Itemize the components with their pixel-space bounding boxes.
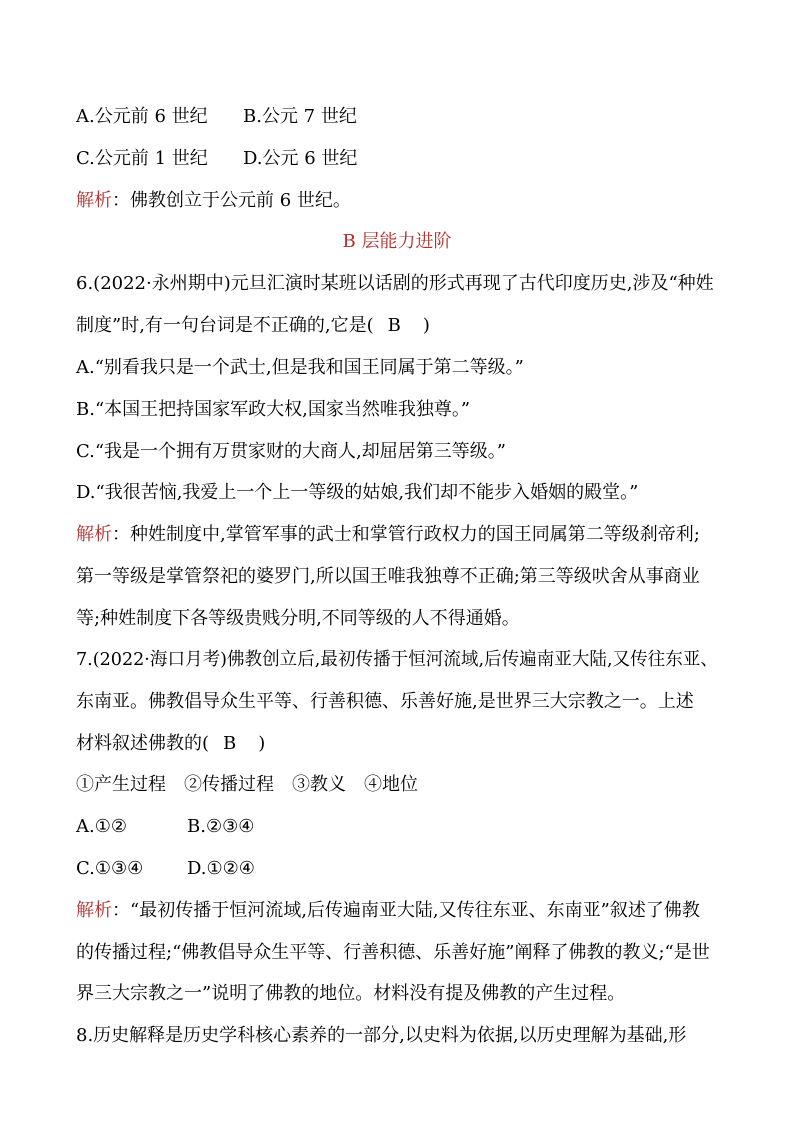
q5-option-b: B.公元 7 世纪 [243, 106, 357, 127]
q7-stem-line2: 东南亚。佛教倡导众生平等、行善积德、乐善好施,是世界三大宗教之一。上述 [76, 691, 694, 712]
q5-analysis [76, 189, 351, 213]
q6-option-d: D.“我很苦恼,我爱上一个上一等级的姑娘,我们却不能步入婚姻的殿堂。” [76, 482, 639, 503]
q6-analysis-line2: 第一等级是掌管祭祀的婆罗门,所以国王唯我独尊不正确;第三等级吠舍从事商业 [76, 566, 700, 587]
q6-analysis-line3: 等;种姓制度下各等级贵贱分明,不同等级的人不得通婚。 [76, 608, 520, 629]
q6-stem-close: ) [422, 315, 430, 336]
section-title: B 层能力进阶 [342, 231, 452, 252]
q7-option-c: C.①③④ [76, 858, 144, 879]
q7-stem-line3-text: 材料叙述佛教的( [76, 733, 210, 754]
q6-option-c: C.“我是一个拥有万贯家财的大商人,却屈居第三等级。” [76, 441, 506, 462]
q7-items: ①产生过程 ②传播过程 ③教义 ④地位 [76, 774, 418, 795]
q7-stem-line1: 7.(2022·海口月考)佛教创立后,最初传播于恒河流域,后传遍南亚大陆,又传往东亚、 [76, 649, 718, 670]
q6-answer: B [387, 315, 401, 336]
q6-option-a: A.“别看我只是一个武士,但是我和国王同属于第二等级。” [76, 357, 524, 378]
q7-answer: B [223, 733, 237, 754]
q6-option-b: B.“本国王把持国家军政大权,国家当然唯我独尊。” [76, 399, 471, 420]
q8-stem-line1: 8.历史解释是历史学科核心素养的一部分,以史料为依据,以历史理解为基础,形 [76, 1025, 687, 1046]
q5-option-c: C.公元前 1 世纪 [76, 148, 208, 169]
q5-option-a: A.公元前 6 世纪 [76, 106, 208, 127]
q7-analysis-line1 [76, 899, 700, 923]
q5-option-d: D.公元 6 世纪 [243, 148, 358, 169]
q7-stem-close: ) [258, 733, 266, 754]
q5-analysis-text: ：佛教创立于公元前 6 世纪。 [112, 190, 351, 211]
q6-stem-line1: 6.(2022·永州期中)元旦汇演时某班以话剧的形式再现了古代印度历史,涉及“种姓 [76, 273, 714, 294]
q7-analysis-label: 解析 [76, 900, 112, 921]
q6-stem-line2 [76, 314, 430, 338]
q7-analysis-text1: ：“最初传播于恒河流域,后传遍南亚大陆,又传往东亚、东南亚”叙述了佛教 [112, 900, 700, 921]
q7-analysis-line2: 的传播过程;“佛教倡导众生平等、行善积德、乐善好施”阐释了佛教的教义;“是世 [76, 942, 710, 963]
q6-analysis-text1: ：种姓制度中,掌管军事的武士和掌管行政权力的国王同属第二等级刹帝利; [112, 524, 700, 545]
q7-analysis-line3: 界三大宗教之一”说明了佛教的地位。材料没有提及佛教的产生过程。 [76, 983, 626, 1004]
q6-analysis-line1 [76, 523, 700, 547]
q7-option-a: A.①② [76, 816, 127, 837]
q7-option-b: B.②③④ [187, 816, 255, 837]
q7-option-d: D.①②④ [187, 858, 255, 879]
q6-analysis-label: 解析 [76, 524, 112, 545]
q6-stem-line2-text: 制度”时,有一句台词是不正确的,它是( [76, 315, 374, 336]
q5-analysis-label: 解析 [76, 190, 112, 211]
q7-stem-line3 [76, 732, 265, 756]
